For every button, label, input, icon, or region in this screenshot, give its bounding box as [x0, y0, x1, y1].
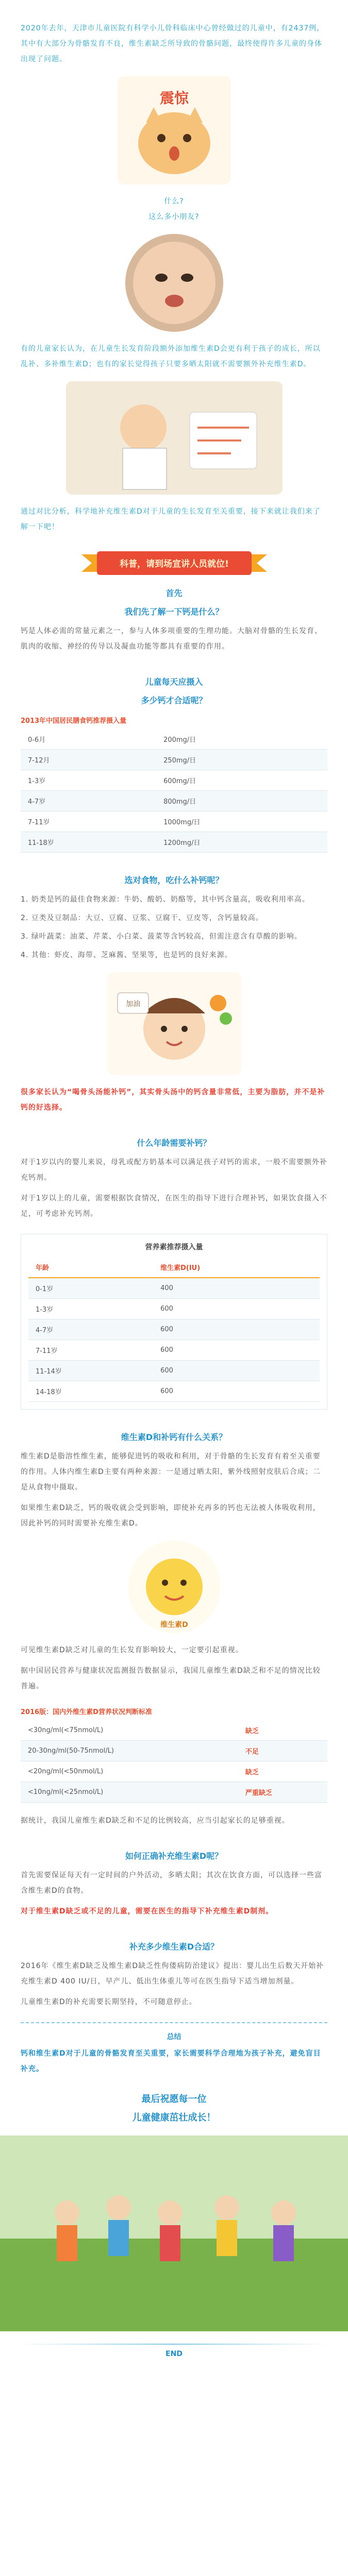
calcium-table-title: 2013年中国居民膳食钙推荐摄入量 — [21, 717, 127, 725]
sec9-paragraph-1: 2016年《维生素D缺乏及维生素D缺乏性佝偻病防治建议》提出：婴儿出生后数天开始补充维生素D 400 IU/日，早产儿、低出生体重儿等可在医生指导下适当增加剂量。 — [21, 1962, 324, 1986]
sec2-title-1: 儿童每天应摄入 — [145, 677, 203, 687]
sec5-paragraph-1: 维生素D是脂溶性维生素，能够促进钙的吸收和利用，对于骨骼的生长发育有着至关重要的作用。人体内维生素D主要有两种来源：一是通过晒太阳，紫外线照射皮肤后合成；二是从食物中摄取。 — [21, 1452, 321, 1492]
calcium-table-row — [21, 811, 327, 832]
sec4-paragraph-1: 对于1岁以内的婴儿来说，母乳或配方奶基本可以满足孩子对钙的需求，一般不需要额外补充钙剂。 — [21, 1158, 327, 1182]
nutrient-cell: 1-3岁 — [28, 1299, 153, 1319]
vitd-cell: <10ng/ml(<25nmol/L) — [21, 1782, 238, 1803]
kid-food-illustration — [107, 972, 241, 1075]
sec2-title-2: 多少钙才合适呢？ — [141, 696, 207, 705]
calcium-value: 600mg/日 — [156, 770, 327, 791]
nutrient-cell: 600 — [153, 1299, 320, 1319]
closing-line-1: 最后祝愿每一位 — [141, 2094, 207, 2105]
vitd-cell: 不足 — [238, 1741, 327, 1761]
ribbon-title — [81, 549, 267, 577]
calcium-value: 800mg/日 — [156, 791, 327, 811]
nutrient-cell: 11-14岁 — [28, 1361, 153, 1381]
calcium-table-row — [21, 832, 327, 853]
sec5-paragraph-2: 如果维生素D缺乏，钙的吸收就会受到影响，即使补充再多的钙也无法被人体吸收利用，因此补钙的同时需要补充维生素D。 — [21, 1504, 321, 1528]
nutrient-cell: 600 — [153, 1319, 320, 1340]
tip-paragraph — [0, 1084, 348, 1115]
ribbon-text: 科普，请到场宣讲人员就位! — [119, 559, 229, 569]
nutrient-table-row — [28, 1278, 320, 1299]
sec8-paragraph-2: 对于维生素D缺乏或不足的儿童，需要在医生的指导下补充维生素D制剂。 — [21, 1907, 274, 1916]
nutrient-cell: 600 — [153, 1381, 320, 1402]
end-mark: END — [165, 2350, 183, 2358]
vitd-table-row — [21, 1741, 327, 1761]
vitd-cell: <20ng/ml(<50nmol/L) — [21, 1761, 238, 1782]
sec3-title: 选对食物，吃什么补钙呢？ — [124, 875, 224, 885]
nutrient-header-cell: 维生素D(IU) — [153, 1257, 320, 1278]
nutrient-cell: 600 — [153, 1340, 320, 1361]
nutrient-table-title: 营养素推荐摄入量 — [145, 1243, 203, 1251]
sticker-caption: 震惊 — [159, 90, 189, 107]
kids-running-photo — [0, 2136, 348, 2331]
calcium-age: 7-12月 — [21, 750, 156, 770]
nutrient-table-row — [28, 1299, 320, 1319]
vitd-table-row — [21, 1720, 327, 1741]
calcium-age: 1-3岁 — [21, 770, 156, 791]
summary-label: 总结 — [167, 2033, 181, 2041]
nutrient-table-header — [28, 1257, 320, 1278]
food-list-item: 3. 绿叶蔬菜：油菜、芹菜、小白菜、菠菜等含钙较高，但需注意含有草酸的影响。 — [21, 933, 302, 941]
vitd-cell: <30ng/ml(<75nmol/L) — [21, 1720, 238, 1741]
sec1-title-1: 首先 — [165, 588, 183, 598]
closing-line-2: 儿童健康茁壮成长！ — [132, 2112, 216, 2123]
calcium-table-row — [21, 770, 327, 791]
nutrient-table-row — [28, 1381, 320, 1402]
sec8-paragraph-1: 首先需要保证每天有一定时间的户外活动，多晒太阳；其次在饮食方面，可以选择一些富含维生素D的食物。 — [21, 1871, 322, 1895]
calcium-table — [21, 729, 327, 853]
summary-box — [21, 2022, 327, 2077]
nutrient-table-row — [28, 1319, 320, 1340]
vitd-table-title: 2016版：国内外维生素D营养状况判断标准 — [21, 1708, 152, 1716]
nutrient-cell: 14-18岁 — [28, 1381, 153, 1402]
sec6-paragraph-2: 据中国居民营养与健康状况监测报告数据显示，我国儿童维生素D缺乏和不足的情况比较普遍。 — [21, 1667, 321, 1690]
vitd-table — [21, 1720, 327, 1803]
sec4-title: 什么年龄需要补钙？ — [137, 1138, 211, 1148]
calcium-table-row — [21, 791, 327, 811]
sec8-title: 如何正确补充维生素D呢？ — [125, 1851, 223, 1861]
calcium-age: 0-6月 — [21, 729, 156, 750]
nutrient-table — [28, 1257, 320, 1402]
calcium-value: 1000mg/日 — [156, 811, 327, 832]
baby-face-photo — [125, 234, 223, 332]
footer-divider — [21, 2344, 327, 2345]
food-list-item: 4. 其他：虾皮、海带、芝麻酱、坚果等，也是钙的良好来源。 — [21, 951, 233, 959]
sec1-title-2: 我们先了解一下钙是什么？ — [124, 607, 224, 617]
doctor-illustration — [66, 381, 283, 495]
sec1-paragraph: 钙是人体必需的常量元素之一，参与人体多项重要的生理功能。大脑对骨骼的生长发育、肌肉的收缩、神经的传导以及凝血功能等都具有重要的作用。 — [21, 627, 322, 651]
paragraph-3: 通过对比分析，科学地补充维生素D对于儿童的生长发育至关重要，接下来就让我们来了解一下吧！ — [21, 507, 321, 531]
sec4-paragraph-2: 对于1岁以上的儿童，需要根据饮食情况，在医生的指导下进行合理补钙，如果饮食摄入不足，可考虑补充钙剂。 — [21, 1194, 327, 1218]
sec9-paragraph-2: 儿童维生素D的补充需要长期坚持，不可随意停止。 — [21, 1998, 197, 2006]
calcium-value: 250mg/日 — [156, 750, 327, 770]
summary-text: 钙和维生素D对于儿童的骨骼发育至关重要，家长需要科学合理地为孩子补充，避免盲目补充。 — [21, 2049, 321, 2073]
sticker2-caption: 加油 — [125, 1000, 140, 1008]
vitd-cell: 缺乏 — [238, 1720, 327, 1741]
vitd-cell: 缺乏 — [238, 1761, 327, 1782]
sec5-title: 维生素D和补钙有什么关系？ — [121, 1432, 227, 1442]
calcium-table-row — [21, 729, 327, 750]
nutrient-table-row — [28, 1340, 320, 1361]
food-list-item: 2. 豆类及豆制品：大豆、豆腐、豆浆、豆腐干、豆皮等，含钙量较高。 — [21, 914, 263, 922]
sticker3-caption: 维生素D — [160, 1621, 188, 1629]
vitd-table-row — [21, 1761, 327, 1782]
sun-illustration — [128, 1540, 221, 1633]
nutrient-header-cell: 年龄 — [28, 1257, 153, 1278]
nutrient-table-row — [28, 1361, 320, 1381]
nutrient-cell: 7-11岁 — [28, 1340, 153, 1361]
nutrient-cell: 600 — [153, 1361, 320, 1381]
calcium-value: 200mg/日 — [156, 729, 327, 750]
shocked-cat-sticker — [118, 76, 231, 184]
vitd-cell: 20-30ng/ml(50-75nmol/L) — [21, 1741, 238, 1761]
nutrient-cell: 0-1岁 — [28, 1278, 153, 1299]
calcium-table-row — [21, 750, 327, 770]
question-line-2: 这么多小朋友? — [148, 213, 200, 221]
nutrient-table-card — [21, 1234, 327, 1410]
sec6-paragraph-1: 可见维生素D缺乏对儿童的生长发育影响较大，一定要引起重视。 — [21, 1646, 243, 1654]
calcium-age: 7-11岁 — [21, 811, 156, 832]
nutrient-cell: 4-7岁 — [28, 1319, 153, 1340]
sec7-paragraph: 据统计，我国儿童维生素D缺乏和不足的比例较高，应当引起家长的足够重视。 — [21, 1817, 290, 1825]
calcium-value: 1200mg/日 — [156, 832, 327, 853]
paragraph-2: 有的儿童家长认为，在儿童生长发育阶段额外添加维生素D会更有利于孩子的成长，所以乱补、多补维生素D；也有的家长觉得孩子只要多晒太阳就不需要额外补充维生素D。 — [21, 345, 321, 368]
intro-paragraph: 2020年去年，天津市儿童医院有科学小儿骨科临床中心曾经做过的儿童中，有2437例，其中有大部分为骨骼发育不良，维生素缺乏所导致的骨骼问题，最终使得许多儿童的身体出现了问题。 — [21, 24, 325, 63]
food-list-item: 1. 奶类是钙的最佳食物来源：牛奶、酸奶、奶酪等，其中钙含量高，吸收利用率高。 — [21, 895, 310, 904]
nutrient-cell: 400 — [153, 1278, 320, 1299]
question-line-1: 什么? — [164, 197, 184, 206]
calcium-age: 11-18岁 — [21, 832, 156, 853]
vitd-cell: 严重缺乏 — [238, 1782, 327, 1803]
tip-text: 很多家长认为“喝骨头汤能补钙”，其实骨头汤中的钙含量非常低，主要为脂肪，并不是补钙的好选择。 — [21, 1088, 325, 1112]
calcium-age: 4-7岁 — [21, 791, 156, 811]
sec9-title: 补充多少维生素D合适？ — [129, 1942, 219, 1952]
vitd-table-row — [21, 1782, 327, 1803]
